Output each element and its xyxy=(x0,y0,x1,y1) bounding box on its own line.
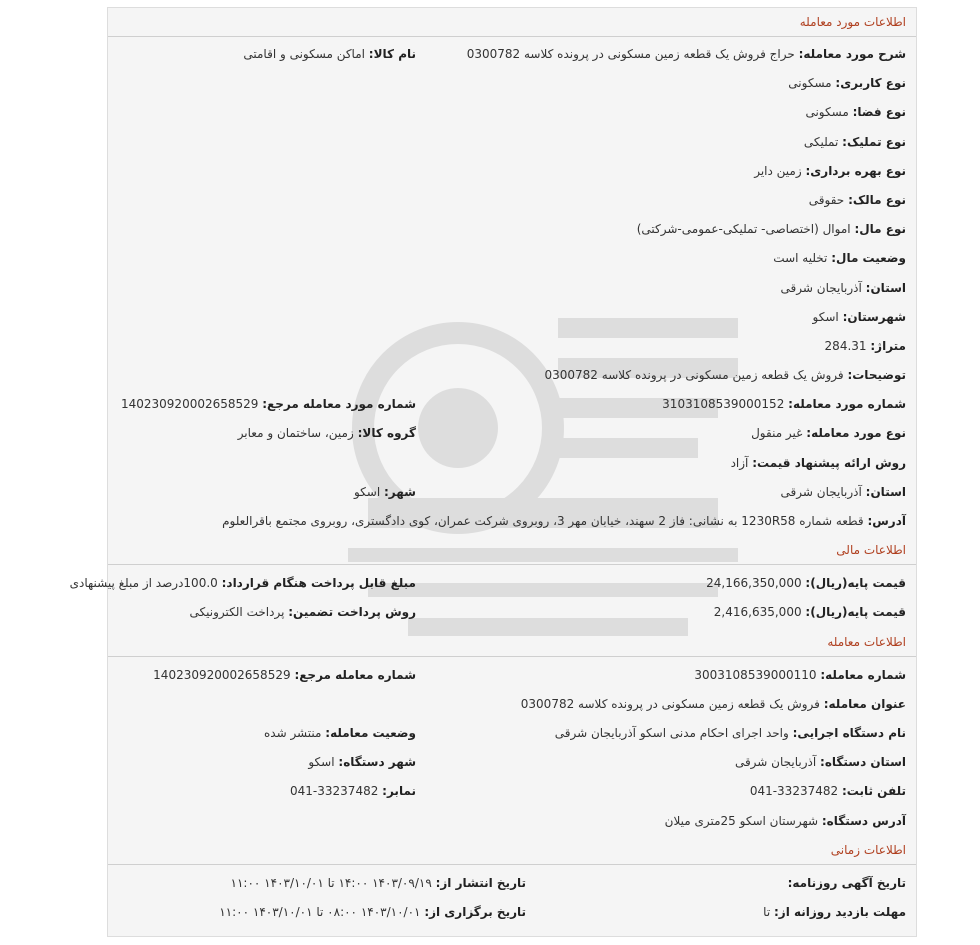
base-price-value: 24,166,350,000 xyxy=(706,576,802,591)
org-province-label: استان دستگاه: xyxy=(820,755,906,770)
status-label: وضعیت مال: xyxy=(831,251,906,266)
row-owner xyxy=(118,186,906,215)
org-value: واحد اجرای احکام مدنی اسکو آذربایجان شرقی xyxy=(554,725,789,740)
description-value: حراج فروش یک قطعه زمین مسکونی در پرونده کلاسه 0300782 xyxy=(466,47,795,61)
guarantee-price-value: 2,416,635,000 xyxy=(713,605,802,620)
row-property xyxy=(118,215,906,244)
price-method-value: آزاد xyxy=(730,455,749,470)
space-label: نوع فضا: xyxy=(852,105,906,120)
ownership-value: تملیکی xyxy=(803,134,839,149)
deal-rows xyxy=(108,657,916,836)
row-province2 xyxy=(118,478,906,507)
city-label: شهر: xyxy=(384,484,416,499)
section-title-deal: اطلاعات معامله xyxy=(108,628,916,657)
row-county xyxy=(118,303,906,332)
deal-title-label: عنوان معامله: xyxy=(823,696,906,711)
address-value: قطعه شماره 1230R58 به نشانی: فاز 2 سهند، خیابان مهر 3، روبروی شرکت عمران، کوی دادگستری، روبروی مجتمع باقرالعلوم xyxy=(222,514,864,528)
base-price-label: قیمت پایه(ریال): xyxy=(805,576,906,591)
org-city-label: شهر دستگاه: xyxy=(338,755,416,770)
notes-label: توضیحات: xyxy=(847,368,906,383)
section-title-financial: اطلاعات مالی xyxy=(108,536,916,565)
visit-value: تا xyxy=(763,904,771,919)
row-phone xyxy=(118,777,906,806)
ref-number-label: شماره مورد معامله مرجع: xyxy=(262,397,416,412)
row-org-province xyxy=(118,748,906,777)
ownership-label: نوع تملیک: xyxy=(842,134,906,149)
fax-value: 041-33237482 xyxy=(290,784,379,799)
publish-value: ۱۴۰۳/۰۹/۱۹ ۱۴:۰۰ تا ۱۴۰۳/۱۰/۰۱ ۱۱:۰۰ xyxy=(230,875,432,890)
property-label: نوع مال: xyxy=(854,222,906,237)
row-status xyxy=(118,244,906,273)
province-value: آذربایجان شرقی xyxy=(780,280,862,295)
row-item-type xyxy=(118,419,906,448)
area-value: 284.31 xyxy=(824,338,867,353)
visit-label: مهلت بازدید روزانه از: xyxy=(774,904,906,919)
city-value: اسکو xyxy=(353,484,381,499)
payable-label: مبلغ قابل پرداخت هنگام قرارداد: xyxy=(221,576,416,591)
deal-status-label: وضعیت معامله: xyxy=(325,725,416,740)
org-city-value: اسکو xyxy=(308,755,335,770)
guarantee-method-label: روش پرداخت تضمین: xyxy=(288,605,416,620)
deal-info-rows xyxy=(108,37,916,536)
hold-label: تاریخ برگزاری از: xyxy=(424,904,526,919)
item-type-label: نوع مورد معامله: xyxy=(806,426,906,441)
payable-value: 100.0درصد از مبلغ پیشنهادی xyxy=(69,576,218,591)
time-rows xyxy=(108,865,916,927)
auction-detail-card xyxy=(69,7,917,937)
org-label: نام دستگاه اجرایی: xyxy=(792,725,906,740)
area-label: متراژ: xyxy=(870,338,906,353)
row-ownership xyxy=(118,128,906,157)
item-number-label: شماره مورد معامله: xyxy=(788,397,906,412)
row-address xyxy=(118,507,906,536)
ref-number-value: 14023092000265852‌9 xyxy=(120,397,259,412)
fax-label: نمابر: xyxy=(382,784,416,799)
row-visit xyxy=(118,898,906,927)
goods-group-value: زمین، ساختمان و معابر xyxy=(237,426,354,441)
owner-value: حقوقی xyxy=(808,192,845,207)
row-org-address xyxy=(118,807,906,836)
goods-name-value: اماکن مسکونی و اقامتی xyxy=(243,47,365,61)
org-address-value: شهرستان اسکو 25متری میلان xyxy=(664,813,819,828)
deal-title-value: فروش یک قطعه زمین مسکونی در پرونده کلاسه 0300782 xyxy=(520,696,820,711)
item-number-value: 3103108539000152 xyxy=(662,397,785,412)
section-title-deal-info: اطلاعات مورد معامله xyxy=(108,8,916,37)
row-exploitation xyxy=(118,157,906,186)
exploitation-label: نوع بهره برداری: xyxy=(805,163,906,178)
province2-value: آذربایجان شرقی xyxy=(780,484,862,499)
row-deal-title xyxy=(118,690,906,719)
usage-label: نوع کاربری: xyxy=(835,76,906,91)
financial-rows xyxy=(69,565,916,627)
notes-value: فروش یک قطعه زمین مسکونی در پرونده کلاسه 0300782 xyxy=(544,368,844,383)
status-value: تخلیه است xyxy=(773,251,828,266)
org-province-value: آذربایجان شرقی xyxy=(734,755,817,770)
row-newspaper xyxy=(118,869,906,898)
item-type-value: غیر منقول xyxy=(751,426,803,441)
price-method-label: روش ارائه پیشنهاد قیمت: xyxy=(752,455,906,470)
guarantee-price-label: قیمت پایه(ریال): xyxy=(805,605,906,620)
county-value: اسکو xyxy=(812,309,839,324)
description-label: شرح مورد معامله: xyxy=(798,47,906,61)
phone-label: تلفن ثابت: xyxy=(841,784,906,799)
county-label: شهرستان: xyxy=(842,309,906,324)
row-usage xyxy=(118,69,906,98)
property-value: اموال (اختصاصی- تملیکی-عمومی-شرکتی) xyxy=(636,222,851,237)
owner-label: نوع مالک: xyxy=(848,192,906,207)
row-item-number xyxy=(118,390,906,419)
hold-value: ۱۴۰۳/۱۰/۰۱ ۰۸:۰۰ تا ۱۴۰۳/۱۰/۰۱ ۱۱:۰۰ xyxy=(219,904,421,919)
province2-label: استان: xyxy=(865,484,906,499)
row-description xyxy=(118,40,906,69)
goods-name-label: نام کالا: xyxy=(368,47,416,61)
row-deal-number xyxy=(118,661,906,690)
row-space xyxy=(118,98,906,127)
deal-ref-value: 14023092000265852‌9 xyxy=(153,667,291,682)
publish-label: تاریخ انتشار از: xyxy=(435,875,526,890)
province-label: استان: xyxy=(865,280,906,295)
address-label: آدرس: xyxy=(867,514,906,528)
deal-number-value: 3003108539000110 xyxy=(694,667,817,682)
newspaper-label: تاریخ آگهی روزنامه: xyxy=(787,875,906,890)
row-area xyxy=(118,332,906,361)
usage-value: مسکونی xyxy=(788,76,832,91)
row-base-price xyxy=(69,569,906,598)
deal-status-value: منتشر شده xyxy=(263,725,322,740)
org-address-label: آدرس دستگاه: xyxy=(821,813,906,828)
exploitation-value: زمین دایر xyxy=(754,163,802,178)
goods-group-label: گروه کالا: xyxy=(357,426,416,441)
section-title-time: اطلاعات زمانی xyxy=(108,836,916,865)
deal-ref-label: شماره معامله مرجع: xyxy=(294,667,416,682)
row-notes xyxy=(118,361,906,390)
row-org xyxy=(118,719,906,748)
row-guarantee-price xyxy=(118,598,906,627)
row-province xyxy=(118,274,906,303)
deal-number-label: شماره معامله: xyxy=(820,667,906,682)
phone-value: 041-33237482 xyxy=(749,784,839,799)
space-value: مسکونی xyxy=(805,105,849,120)
guarantee-method-value: پرداخت الکترونیکی xyxy=(189,605,285,620)
row-price-method xyxy=(118,449,906,478)
